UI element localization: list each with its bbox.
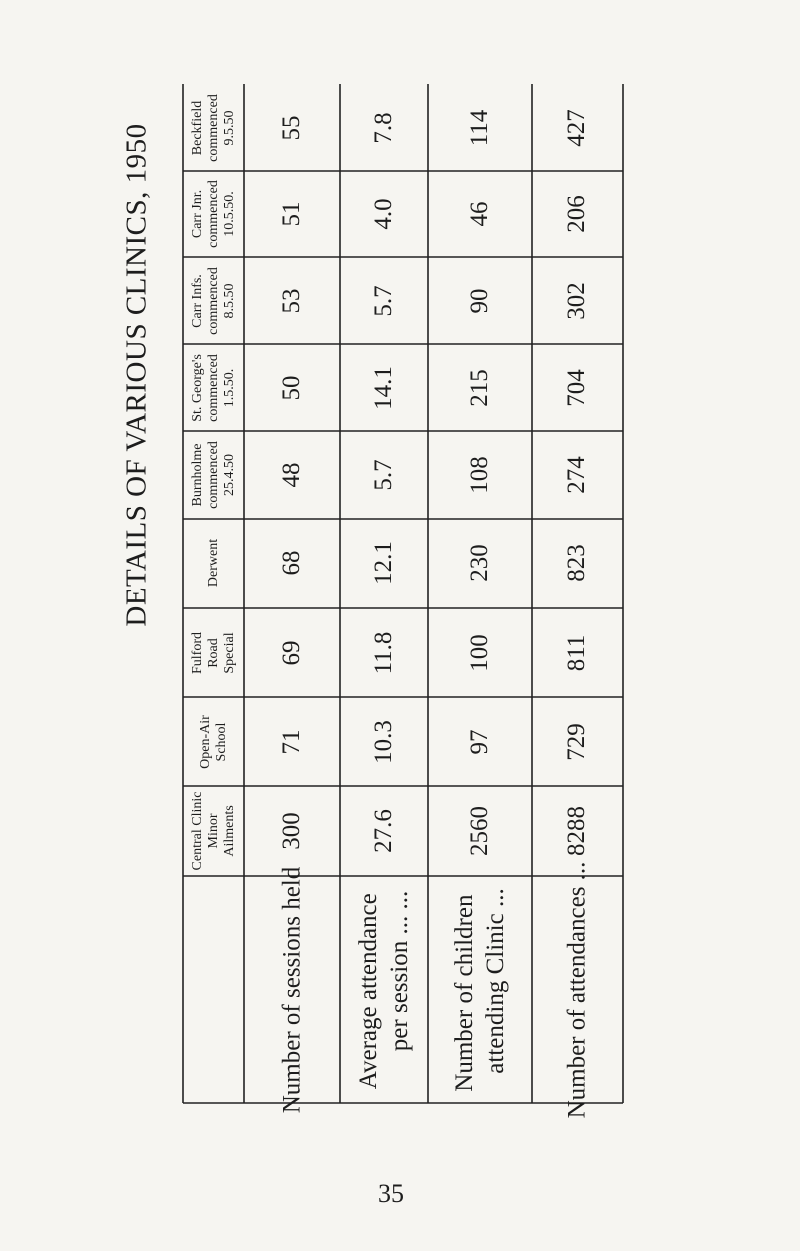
table-cell: 8288 bbox=[563, 806, 590, 856]
table-cell: 71 bbox=[278, 729, 305, 755]
table-cell: 10.3 bbox=[370, 720, 397, 764]
table-cell: 69 bbox=[278, 640, 305, 666]
table-cell: 100 bbox=[466, 634, 493, 672]
table-cell: 2560 bbox=[466, 806, 493, 856]
table-cell: 27.6 bbox=[370, 809, 397, 853]
table-cell: 97 bbox=[466, 729, 493, 755]
table-cell: 4.0 bbox=[370, 198, 397, 230]
table-cell: 5.7 bbox=[370, 285, 397, 317]
clinic-header-fulford-road-special: Fulford Road Special bbox=[190, 632, 237, 674]
table-cell: 729 bbox=[563, 723, 590, 761]
page-title: DETAILS OF VARIOUS CLINICS, 1950 bbox=[120, 123, 153, 627]
clinic-header-carr-jnr: Carr Jnr. commenced 10.5.50. bbox=[190, 180, 237, 248]
clinic-header-open-air-school: Open-Air School bbox=[198, 715, 229, 769]
row-label-average-attendance: Average attendance per session ... ... bbox=[355, 890, 413, 1090]
table-cell: 12.1 bbox=[370, 541, 397, 585]
table-cell: 68 bbox=[278, 550, 305, 576]
clinic-header-central-clinic: Central Clinic Minor Ailments bbox=[190, 791, 237, 871]
table-cell: 90 bbox=[466, 288, 493, 314]
table-cell: 811 bbox=[563, 634, 590, 672]
table-cell: 215 bbox=[466, 369, 493, 407]
table-cell: 5.7 bbox=[370, 459, 397, 491]
clinic-header-burnholme: Burnholme commenced 25.4.50 bbox=[190, 441, 237, 509]
table-cell: 823 bbox=[563, 544, 590, 582]
table-cell: 53 bbox=[278, 288, 305, 314]
clinic-header-derwent: Derwent bbox=[206, 538, 221, 588]
table-cell: 55 bbox=[278, 115, 305, 141]
table-cell: 274 bbox=[563, 456, 590, 494]
page-number: 35 bbox=[378, 1179, 404, 1208]
table-cell: 108 bbox=[466, 456, 493, 494]
row-label-number-of-attendances: Number of attendances ... bbox=[563, 861, 591, 1119]
clinic-header-carr-infs: Carr Infs. commenced 8.5.50 bbox=[190, 267, 237, 335]
table-cell: 46 bbox=[466, 201, 493, 227]
table-cell: 300 bbox=[278, 812, 305, 850]
table-cell: 230 bbox=[466, 544, 493, 582]
table-cell: 50 bbox=[278, 375, 305, 401]
table-cell: 302 bbox=[563, 282, 590, 320]
table-cell: 114 bbox=[466, 109, 493, 147]
table-cell: 11.8 bbox=[370, 631, 397, 675]
table-cell: 427 bbox=[563, 109, 590, 147]
table-cell: 48 bbox=[278, 462, 305, 488]
table-cell: 51 bbox=[278, 201, 305, 227]
table-cell: 704 bbox=[563, 369, 590, 407]
row-label-children-attending: Number of children attending Clinic ... bbox=[451, 888, 509, 1092]
table-cell: 206 bbox=[563, 195, 590, 233]
row-label-sessions-held: Number of sessions held bbox=[278, 866, 306, 1114]
table-cell: 7.8 bbox=[370, 112, 397, 144]
clinic-header-beckfield: Beckfield commenced 9.5.50 bbox=[190, 94, 237, 162]
table-cell: 14.1 bbox=[370, 366, 397, 410]
clinic-header-st-georges: St. George's commenced 1.5.50. bbox=[190, 354, 237, 422]
